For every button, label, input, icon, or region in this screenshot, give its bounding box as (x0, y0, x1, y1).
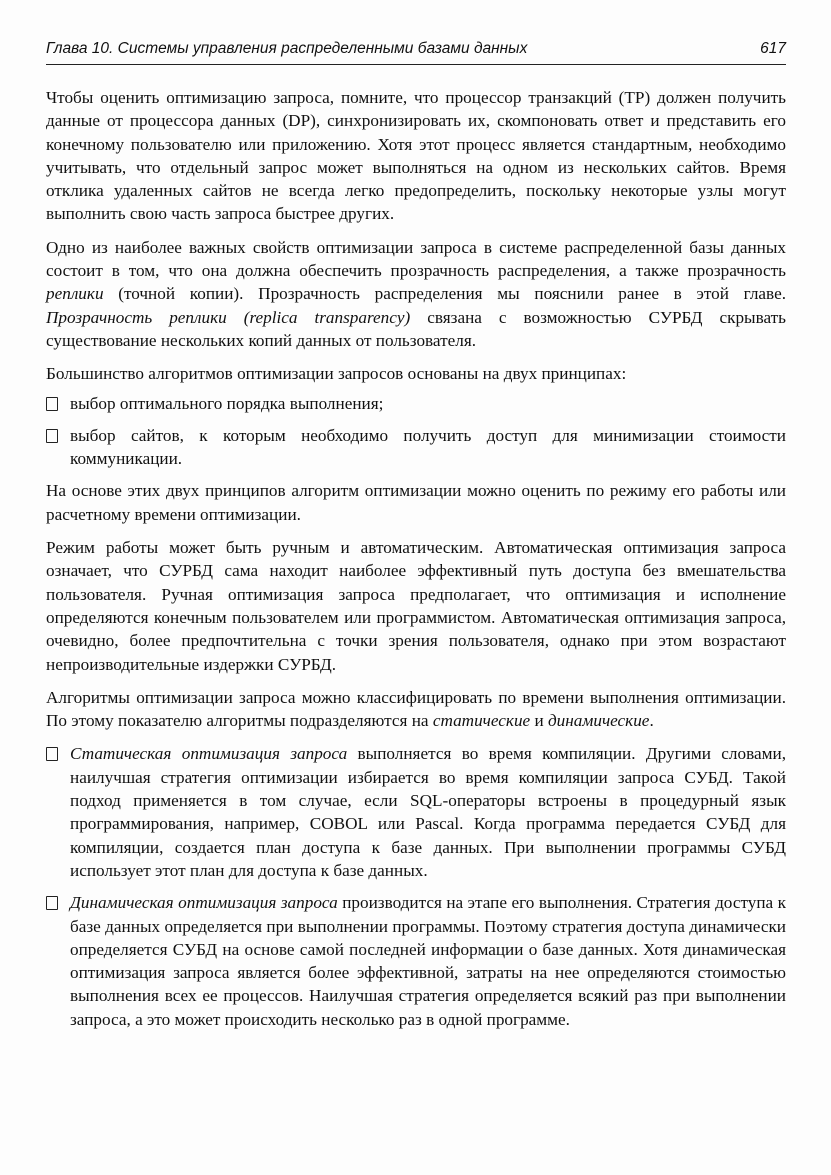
checkbox-bullet-icon (46, 397, 58, 411)
list-item-term: Статическая оптимизация запроса (70, 744, 348, 764)
paragraph-2 (46, 236, 786, 352)
paragraph-2-text-b: (точной копии). Прозрачность распределения мы пояснили ранее в этой главе. (103, 284, 786, 304)
list-item-term: Динамическая оптимизация запроса (70, 893, 338, 913)
header-rule (46, 64, 786, 65)
paragraph-6-text-a: Алгоритмы оптимизации запроса можно классифицировать по времени выполнения оптимизации. По этому показателю алгоритмы подразделяются на (46, 687, 786, 731)
term-replica: реплики (46, 284, 104, 304)
paragraph-6 (46, 686, 786, 733)
checkbox-bullet-icon (46, 429, 58, 443)
paragraph-1: Чтобы оценить оптимизацию запроса, помните, что процессор транзакций (TP) должен получить данные от процессора данных (DP), синхронизировать их, скомпоновать ответ и представить его конечному пользователю или приложению. Хотя этот процесс является стандартным, необходимо учитывать, что отдельный запрос может выполняться на одном из нескольких сайтов. Время отклика удаленных сайтов не всегда легко предопределить, поскольку некоторые узлы могут выполнить свою часть запроса быстрее других. (46, 88, 786, 224)
list-item (46, 742, 786, 882)
list-item (46, 891, 786, 1031)
paragraph-5: Режим работы может быть ручным и автоматическим. Автоматическая оптимизация запроса означает, что СУРБД сама находит наиболее эффективный путь доступа без вмешательства пользователя. Ручная оптимизация запроса предполагает, что оптимизация и исполнение определяются конечным пользователем или программистом. Автоматическая оптимизация запроса, очевидно, более предпочтительна с точки зрения пользователя, однако при этом возрастают непроизводительные издержки СУРБД. (46, 538, 786, 674)
paragraph-6-text-b: и (530, 711, 548, 731)
list-item-text: выбор оптимального порядка выполнения; (70, 393, 384, 413)
term-static: статические (432, 711, 531, 731)
paragraph-4: На основе этих двух принципов алгоритм оптимизации можно оценить по режиму его работы или расчетному времени оптимизации. (46, 481, 786, 524)
running-header (46, 40, 786, 64)
list-item (46, 424, 786, 471)
list-item-text: выполняется во время компиляции. Другими словами, наилучшая стратегия оптимизации избирается во время компиляции запроса СУБД. Такой подход применяется в том случае, если SQL-операторы встроены в процедурный язык программирования, например, COBOL или Pascal. Когда программа передается СУБД для компиляции, создается план доступа к базе данных. При выполнении программы СУБД использует этот план для доступа к базе данных. (70, 744, 786, 880)
paragraph-3: Большинство алгоритмов оптимизации запросов основаны на двух принципах: (46, 364, 627, 384)
list-item-text: производится на этапе его выполнения. Стратегия доступа к базе данных определяется при выполнении программы. Поэтому стратегия доступа динамически определяется СУБД на основе самой последней информации о базе данных. Хотя динамическая оптимизация запроса является более эффективной, затраты на нее определяются стоимостью выполнения всех ее процессов. Наилучшая стратегия определяется всякий раз при выполнении запроса, а это может происходить несколько раз в одной программе. (70, 893, 787, 1029)
checkbox-bullet-icon (46, 896, 58, 910)
paragraph-2-text-c: связана с возможностью СУРБД скрывать существование нескольких копий данных от пользователя. (46, 307, 787, 350)
checkbox-bullet-icon (46, 747, 58, 761)
chapter-title: Глава 10. Системы управления распределенными базами данных (46, 40, 528, 57)
page-number: 617 (760, 40, 786, 57)
list-item (46, 392, 786, 415)
page-body (46, 86, 786, 1040)
term-dynamic: динамические (547, 711, 650, 731)
paragraph-2-text-a: Одно из наиболее важных свойств оптимизации запроса в системе распределенной базы данных состоит в том, что она должна обеспечить прозрачность распределения, а также прозрачность (46, 237, 786, 281)
optimization-types-list (46, 742, 786, 1031)
principles-list (46, 392, 786, 471)
list-item-text: выбор сайтов, к которым необходимо получить доступ для минимизации стоимости коммуникации. (70, 425, 786, 469)
term-replica-transparency: Прозрачность реплики (replica transparency) (46, 307, 411, 327)
paragraph-6-text-c: . (649, 711, 654, 731)
